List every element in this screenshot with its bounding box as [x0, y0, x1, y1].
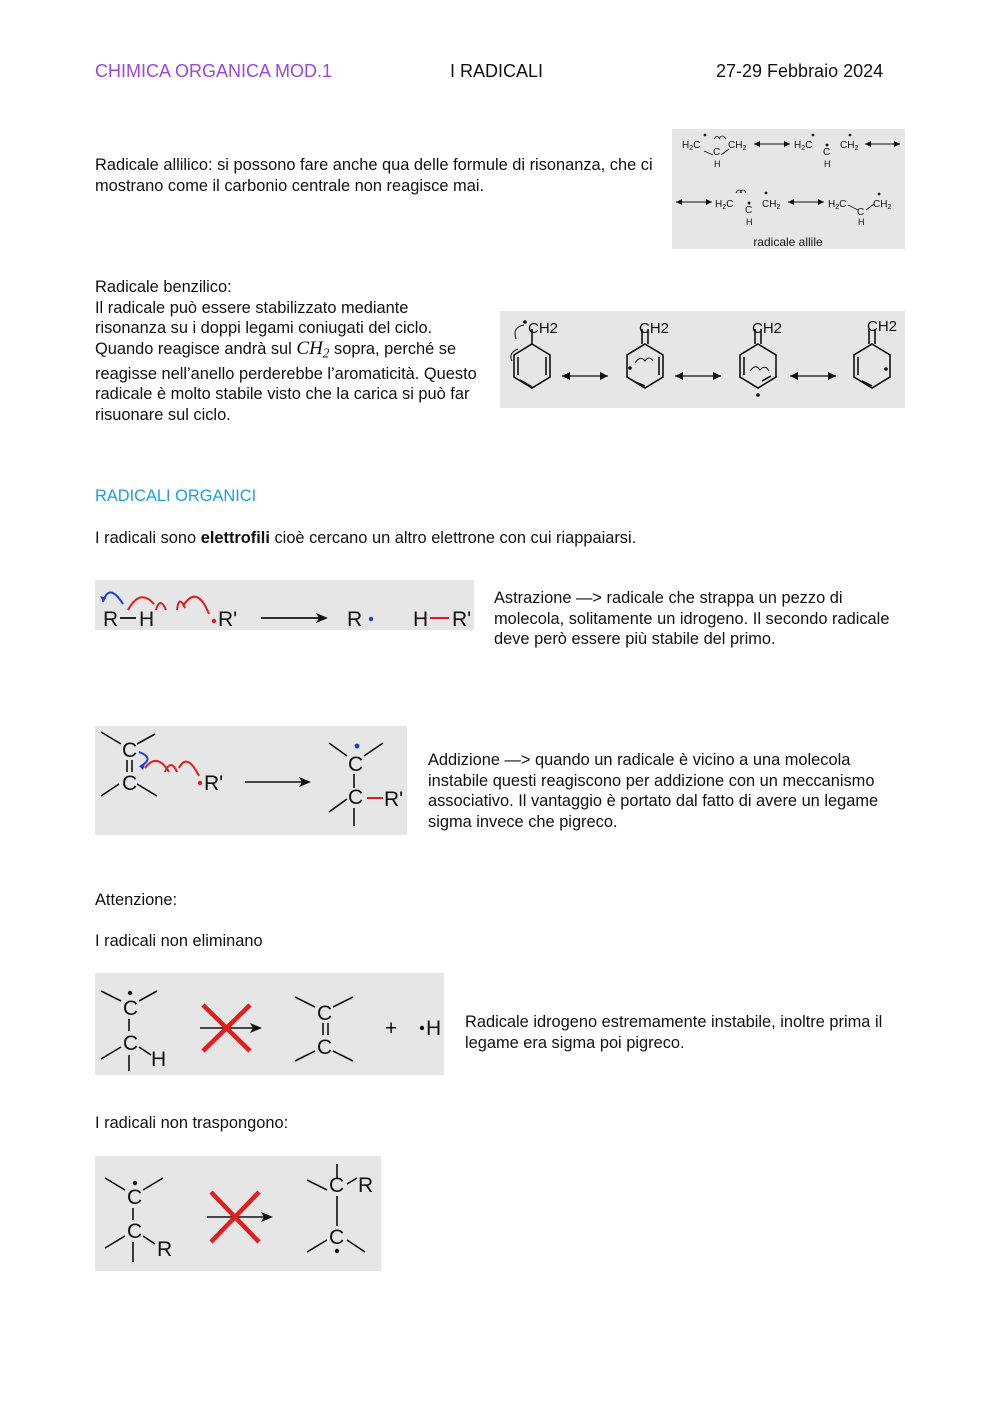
rearrangement-forbidden-scheme — [95, 1156, 381, 1271]
svg-text:CH2: $CH_2$ — [762, 199, 781, 211]
benzyl-ch2-4: CH2 — [867, 318, 898, 335]
svg-text:H: H — [139, 608, 155, 630]
svg-text:H: H — [824, 159, 831, 169]
svg-text:C: C — [317, 1036, 333, 1059]
topic-title: I RADICALI — [450, 61, 544, 81]
svg-text:R: R — [103, 608, 119, 630]
svg-text:C: C — [127, 1186, 143, 1209]
svg-text:C: C — [127, 1220, 143, 1243]
svg-text:C: C — [317, 1002, 333, 1025]
svg-text:C: C — [123, 997, 139, 1020]
course-title: CHIMICA ORGANICA MOD.1 — [95, 61, 333, 81]
svg-text:H2C: $H_2C$ — [682, 140, 701, 152]
svg-text:C: C — [122, 772, 138, 795]
svg-text:CH2: $CH_2$ — [728, 140, 747, 152]
svg-text:R: R — [347, 608, 363, 630]
svg-text:H: H — [746, 217, 753, 227]
allyl-resonance-figure — [672, 129, 905, 249]
svg-text:C: C — [329, 1174, 345, 1197]
benzyl-text-before: Il radicale può essere stabilizzato mediante risonanza su i doppi legami coniugati del ciclo. Quando reagisce andrà sul — [95, 298, 433, 358]
allyl-paragraph: Radicale allilico: si possono fare anche qua delle formule di risonanza, che ci mostrano come il carbonio centrale non reagisce mai. — [95, 156, 653, 195]
svg-text:R': R' — [218, 608, 238, 630]
svg-text:R': R' — [384, 788, 404, 811]
svg-text:H: H — [714, 159, 721, 169]
benzyl-text-after: sopra, perché se reagisse nell’anello perderebbe l’aromaticità. Questo radicale è molto stabile visto che la carica si può far risuonare sul ciclo. — [95, 339, 477, 424]
svg-text:H: H — [151, 1048, 167, 1071]
benzyl-resonance-figure — [500, 311, 905, 408]
no-elimination-heading: I radicali non eliminano — [95, 932, 263, 950]
benzyl-ch2-2: CH2 — [639, 320, 670, 337]
svg-text:H: H — [413, 608, 429, 630]
svg-text:C: C — [122, 739, 138, 762]
svg-text:H: H — [858, 217, 865, 227]
svg-text:R': R' — [452, 608, 472, 630]
svg-text:H2C: $H_2C$ — [828, 199, 847, 211]
svg-text:R': R' — [204, 772, 224, 795]
electrophile-term: elettrofili — [200, 529, 270, 547]
radicals-intro: I radicali sono elettrofili cioè cercano un altro elettrone con cui riappaiarsi. — [95, 529, 637, 547]
svg-text:R: R — [157, 1238, 173, 1261]
addition-scheme — [95, 726, 407, 835]
benzyl-ch2-3: CH2 — [752, 320, 783, 337]
elimination-note: Radicale idrogeno estremamente instabile, inoltre prima il legame era sigma poi pigreco. — [465, 1013, 883, 1052]
warning-title: Attenzione: — [95, 891, 178, 909]
abstraction-scheme — [95, 580, 474, 630]
abstraction-description: Astrazione —> radicale che strappa un pezzo di molecola, solitamente un idrogeno. Il secondo radicale deve però essere più stabile del primo. — [494, 589, 890, 649]
allyl-caption: radicale allile — [753, 235, 823, 249]
svg-text:C: C — [745, 205, 753, 216]
svg-text:C: C — [348, 753, 364, 776]
benzyl-ch2-1: CH2 — [528, 320, 559, 337]
svg-text:H2C: $H_2C$ — [715, 199, 734, 211]
svg-text:R: R — [358, 1174, 374, 1197]
benzyl-formula: $CH_2$ — [296, 337, 330, 361]
benzyl-paragraph — [95, 277, 480, 425]
svg-text:H2C: $H_2C$ — [794, 140, 813, 152]
svg-text:H: H — [426, 1017, 442, 1040]
elimination-forbidden-scheme — [95, 973, 444, 1075]
svg-text:CH2: $CH_2$ — [840, 140, 859, 152]
date-label: 27-29 Febbraio 2024 — [716, 61, 884, 81]
section-title: RADICALI ORGANICI — [95, 487, 257, 505]
addition-description: Addizione —> quando un radicale è vicino a una molecola instabile questi reagiscono per addizione con un meccanismo associativo. Il vantaggio è portato dal fatto di avere un legame sigma invece che pigreco. — [428, 751, 879, 831]
svg-text:+: + — [385, 1017, 398, 1040]
svg-text:C: C — [713, 147, 721, 158]
no-rearrangement-heading: I radicali non traspongono: — [95, 1114, 289, 1132]
svg-text:C: C — [348, 786, 364, 809]
svg-text:CH2: $CH_2$ — [873, 199, 892, 211]
svg-text:C: C — [857, 207, 865, 218]
svg-text:C: C — [823, 147, 831, 158]
benzyl-title: Radicale benzilico: — [95, 278, 232, 296]
svg-text:C: C — [123, 1032, 139, 1055]
svg-text:C: C — [329, 1226, 345, 1249]
